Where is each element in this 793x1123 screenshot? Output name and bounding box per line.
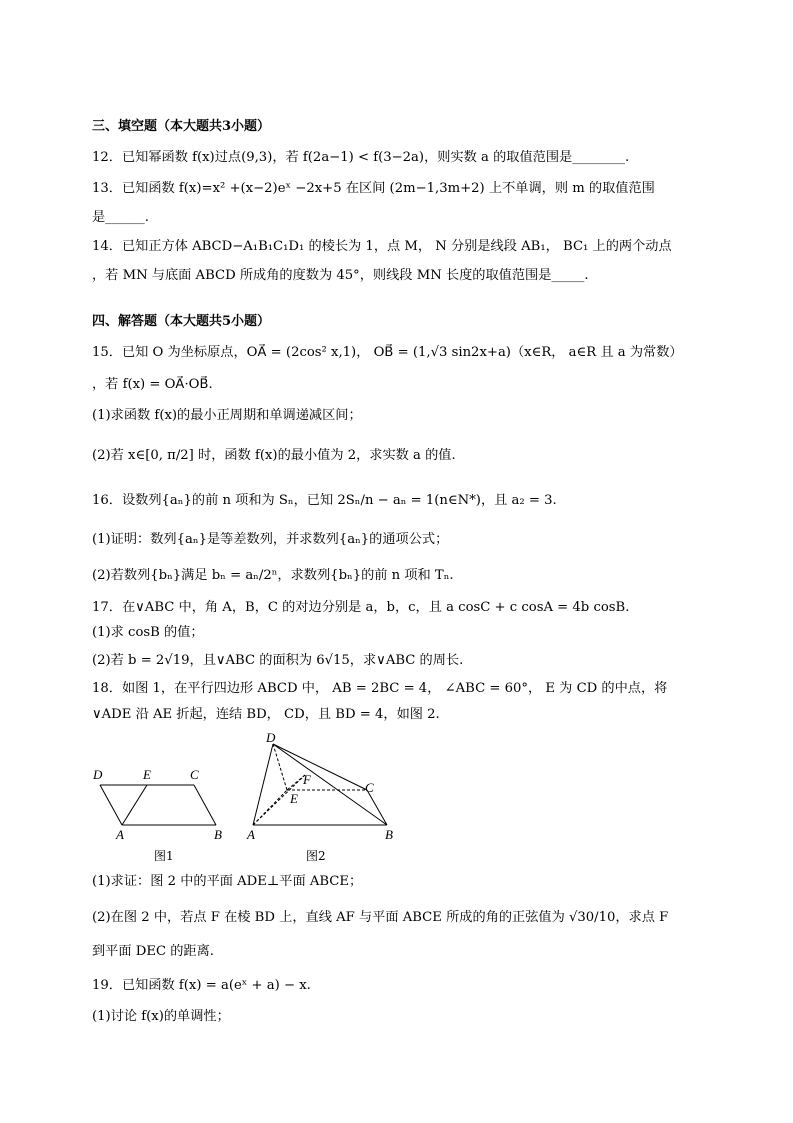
fig1-label-C: C — [190, 767, 199, 782]
question-18-part-2-cont: 到平面 DEC 的距离. — [92, 944, 214, 959]
figure-2-caption: 图2 — [306, 849, 326, 863]
fig2-label-F: F — [303, 772, 311, 787]
fig1-edge-CB — [194, 785, 216, 825]
question-14-line-2: ，若 MN 与底面 ABCD 所成角的度数为 45°，则线段 MN 长度的取值范围是_____. — [92, 268, 589, 283]
question-16-line-1: 16．设数列{aₙ}的前 n 项和为 Sₙ，已知 2Sₙ/n − aₙ = 1(n∈N*)，且 a₂ = 3. — [92, 493, 557, 508]
question-17-part-2: (2)若 b = 2√19，且∨ABC 的面积为 6√15，求∨ABC 的周长. — [92, 653, 464, 668]
fig2-label-E: E — [290, 791, 298, 806]
fig1-label-E: E — [143, 767, 151, 782]
figure-1-caption: 图1 — [154, 849, 174, 863]
section-4-heading: 四、解答题（本大题共5小题） — [92, 314, 271, 329]
section-3-heading: 三、填空题（本大题共3小题） — [92, 119, 271, 134]
fig2-edge-DA — [253, 744, 273, 825]
fig2-label-B: B — [385, 827, 393, 842]
question-16-part-2: (2)若数列{bₙ}满足 bₙ = aₙ/2ⁿ，求数列{bₙ}的前 n 项和 Tₙ. — [92, 568, 454, 583]
question-19-part-1: (1)讨论 f(x)的单调性； — [92, 1009, 230, 1024]
fig2-label-D: D — [266, 730, 276, 745]
question-15-line-2: ，若 f(x) = OA⃗·OB⃗. — [92, 377, 213, 392]
fig1-label-B: B — [214, 827, 222, 842]
question-17-line-1: 17．在∨ABC 中，角 A，B，C 的对边分别是 a，b，c，且 a cosC + c cosA = 4b cosB. — [92, 600, 630, 615]
fig2-edge-DC — [273, 744, 367, 790]
question-15-part-1: (1)求函数 f(x)的最小正周期和单调递减区间； — [92, 408, 362, 423]
question-18-part-2: (2)在图 2 中，若点 F 在棱 BD 上，直线 AF 与平面 ABCE 所成的角的正弦值为 √30/10，求点 F — [92, 910, 669, 925]
question-18-part-1: (1)求证：图 2 中的平面 ADE⊥平面 ABCE； — [92, 874, 363, 889]
fig1-label-A: A — [116, 827, 124, 842]
fig1-edge-EA — [122, 785, 147, 825]
fig2-edge-BC — [367, 790, 387, 825]
fig1-label-D: D — [93, 767, 103, 782]
question-17-part-1: (1)求 cosB 的值； — [92, 625, 204, 640]
question-18-line-1: 18．如图 1，在平行四边形 ABCD 中， AB = 2BC = 4， ∠ABC = 60°， E 为 CD 的中点，将 — [92, 681, 668, 696]
question-18-line-2: ∨ADE 沿 AE 折起，连结 BD， CD，且 BD = 4，如图 2. — [92, 707, 440, 722]
question-13-line-2: 是______. — [92, 210, 149, 225]
question-13-line-1: 13．已知函数 f(x)=x² +(x−2)eˣ −2x+5 在区间 (2m−1,3m+2) 上不单调，则 m 的取值范围 — [92, 181, 655, 196]
question-15-part-2: (2)若 x∈[0, π/2] 时，函数 f(x)的最小值为 2，求实数 a 的值. — [92, 448, 456, 463]
fig2-label-C: C — [365, 780, 374, 795]
question-16-part-1: (1)证明：数列{aₙ}是等差数列，并求数列{aₙ}的通项公式； — [92, 532, 449, 547]
fig1-edge-DA — [100, 785, 122, 825]
question-15-line-1: 15．已知 O 为坐标原点，OA⃗ = (2cos² x,1)， OB⃗ = (1,√3 sin2x+a)（x∈R， a∈R 且 a 为常数） — [92, 345, 683, 360]
fig2-label-A: A — [247, 827, 255, 842]
figure-1 — [100, 785, 216, 825]
question-14-line-1: 14．已知正方体 ABCD−A₁B₁C₁D₁ 的棱长为 1，点 M， N 分别是线段 AB₁， BC₁ 上的两个动点 — [92, 239, 672, 254]
question-12: 12．已知幂函数 f(x)过点(9,3)，若 f(2a−1) < f(3−2a)，则实数 a 的取值范围是________. — [92, 150, 630, 165]
fig2-edge-DE — [273, 744, 287, 790]
question-19-line-1: 19．已知函数 f(x) = a(eˣ + a) − x. — [92, 978, 311, 993]
